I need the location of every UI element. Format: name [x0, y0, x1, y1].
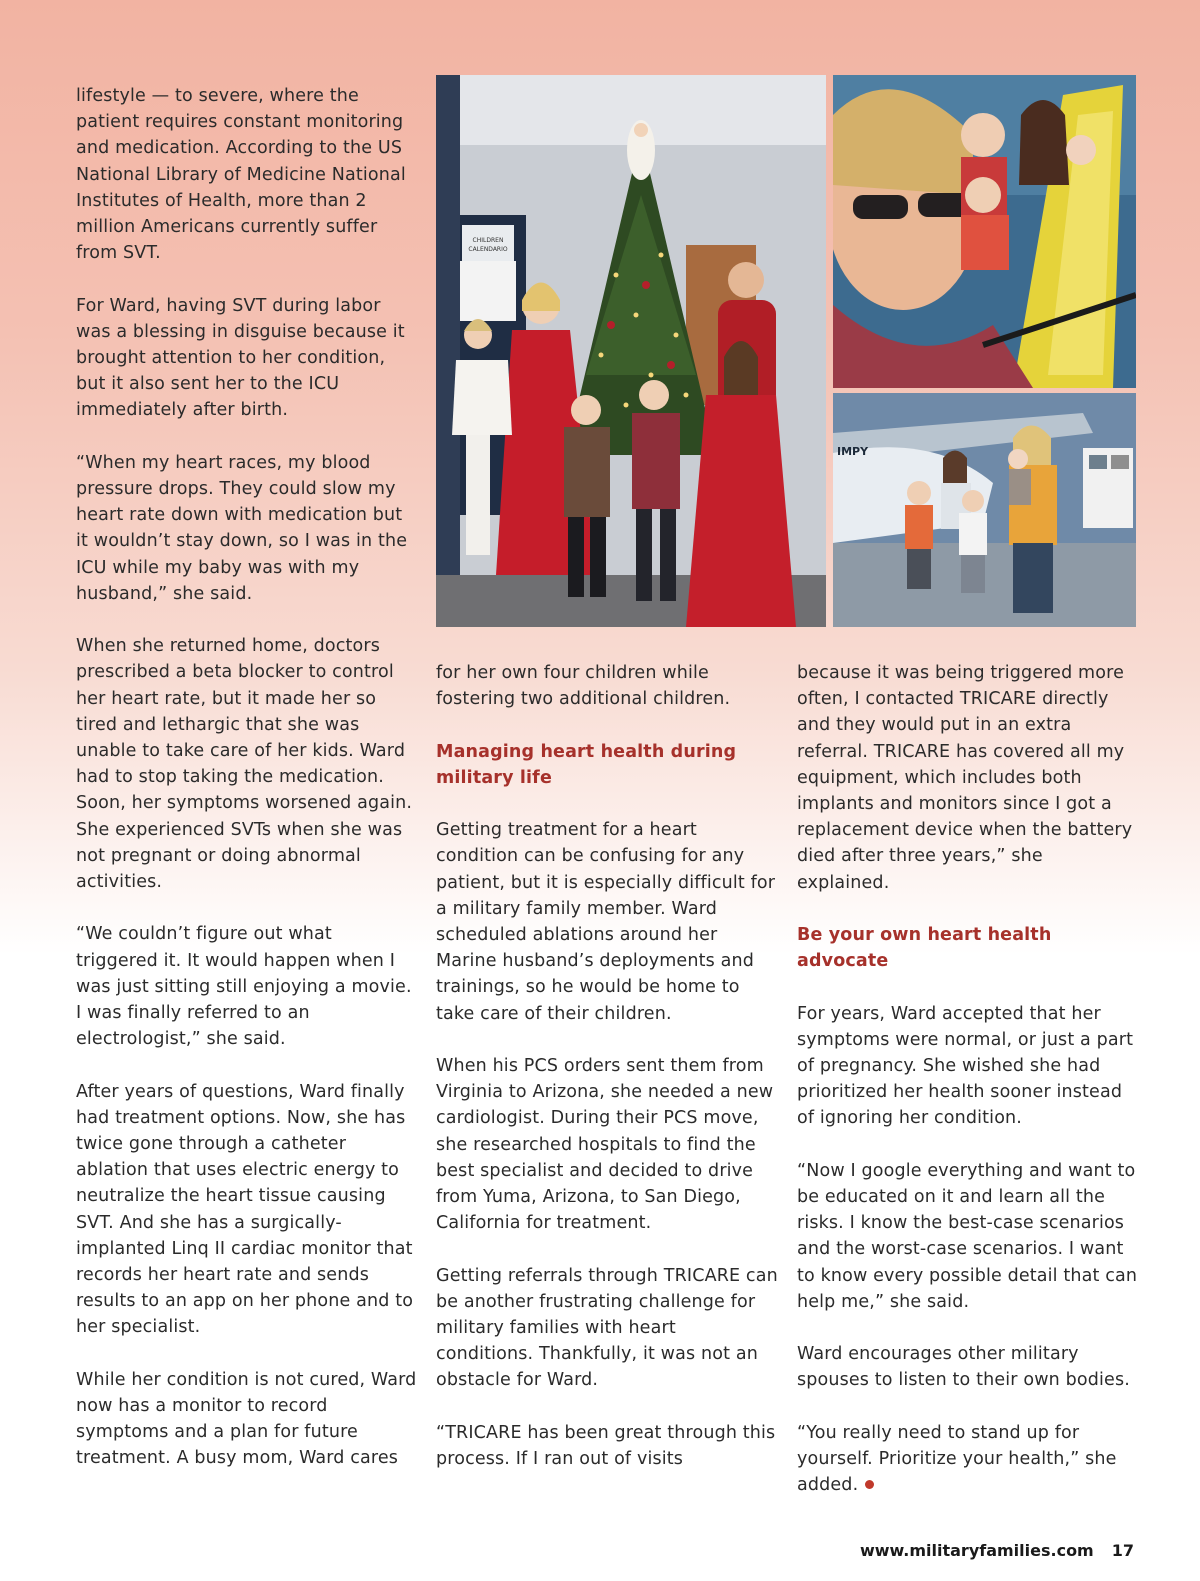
- paragraph: Getting referrals through TRICARE can be another frustrating challenge for military families with heart conditions. Thankfully, it was not an obstacle for Ward.: [436, 1265, 778, 1391]
- paragraph: “We couldn’t figure out what triggered it. It would happen when I was just sitting still enjoying a movie. I was finally referred to an electrologist,” she said.: [76, 924, 412, 1050]
- article-column-3: [797, 660, 1139, 1498]
- family-christmas-photo: [436, 75, 826, 627]
- paragraph: While her condition is not cured, Ward now has a monitor to record symptoms and a plan for future treatment. A busy mom, Ward cares: [76, 1369, 417, 1469]
- kayak-family-photo: [833, 75, 1136, 388]
- paragraph: “When my heart races, my blood pressure drops. They could slow my heart rate down with medication but it wouldn’t stay down, so I was in the ICU while my baby was with my husband,” she said.: [76, 452, 408, 604]
- paragraph: because it was being triggered more often, I contacted TRICARE directly and they would put in an extra referral. TRICARE has covered all my equipment, which includes both implants and monitors since I got a replacement device when the battery died after three years,” she explained.: [797, 663, 1133, 893]
- footer-website-link[interactable]: www.militaryfamilies.com: [859, 1541, 1094, 1560]
- article-column-2: [436, 660, 778, 1472]
- section-heading-managing-heart-health: Managing heart health during military life: [436, 741, 737, 788]
- final-paragraph: [797, 1420, 1139, 1499]
- section-heading-advocate: Be your own heart health advocate: [797, 925, 1052, 972]
- airplane-photo-illustration: [833, 393, 1136, 627]
- airplane-family-photo: [833, 393, 1136, 627]
- paragraph: When his PCS orders sent them from Virginia to Arizona, she needed a new cardiologist. During their PCS move, she researched hospitals to find the best specialist and decided to drive from Yuma, Arizona, to San Diego, California for treatment.: [436, 1056, 774, 1234]
- paragraph: For Ward, having SVT during labor was a blessing in disguise because it brought attention to her condition, but it also sent her to the ICU immediately after birth.: [76, 295, 405, 421]
- paragraph: for her own four children while fostering two additional children.: [436, 663, 731, 710]
- calendar-sign-line-2: CALENDARIO: [468, 246, 508, 253]
- family-photo-illustration: [436, 75, 826, 627]
- page-number: 17: [1111, 1541, 1134, 1560]
- paragraph: “TRICARE has been great through this process. If I ran out of visits: [436, 1422, 776, 1470]
- final-paragraph-text: “You really need to stand up for yourself. Prioritize your health,” she added.: [797, 1422, 1117, 1496]
- paragraph: For years, Ward accepted that her symptoms were normal, or just a part of pregnancy. She wished she had prioritized her health sooner instead of ignoring her condition.: [797, 1003, 1134, 1129]
- paragraph: Ward encourages other military spouses to listen to their own bodies.: [797, 1344, 1130, 1391]
- calendar-sign-line-1: CHILDREN: [472, 237, 504, 244]
- paragraph: Getting treatment for a heart condition can be confusing for any patient, but it is especially difficult for a military family member. Ward scheduled ablations around her Marine husband’s deployments and trainings, so he would be home to take care of their children.: [436, 820, 776, 1024]
- plane-fuselage-text: IMPY: [837, 445, 869, 458]
- paragraph: After years of questions, Ward finally had treatment options. Now, she has twice gone through a catheter ablation that uses electric energy to neutralize the heart tissue causing SVT. And she has a surgically-implanted Linq II cardiac monitor that records her heart rate and sends results to an app on her phone and to her specialist.: [76, 1081, 414, 1338]
- paragraph: lifestyle — to severe, where the patient requires constant monitoring and medication. According to the US National Library of Medicine National Institutes of Health, more than 2 million Americans currently suffer from SVT.: [76, 86, 406, 264]
- article-column-1: [76, 83, 418, 1472]
- page-footer: [860, 1541, 1134, 1560]
- kayak-photo-illustration: [833, 75, 1136, 388]
- paragraph: “Now I google everything and want to be educated on it and learn all the risks. I know the best-case scenarios and the worst-case scenarios. I want to know every possible detail that can help me,” she said.: [797, 1160, 1138, 1312]
- end-of-article-dot-icon: [865, 1480, 874, 1489]
- paragraph: When she returned home, doctors prescribed a beta blocker to control her heart rate, but it made her so tired and lethargic that she was unable to take care of her kids. Ward had to stop taking the medication. Soon, her symptoms worsened again. She experienced SVTs when she was not pregnant or doing abnormal activities.: [76, 636, 413, 893]
